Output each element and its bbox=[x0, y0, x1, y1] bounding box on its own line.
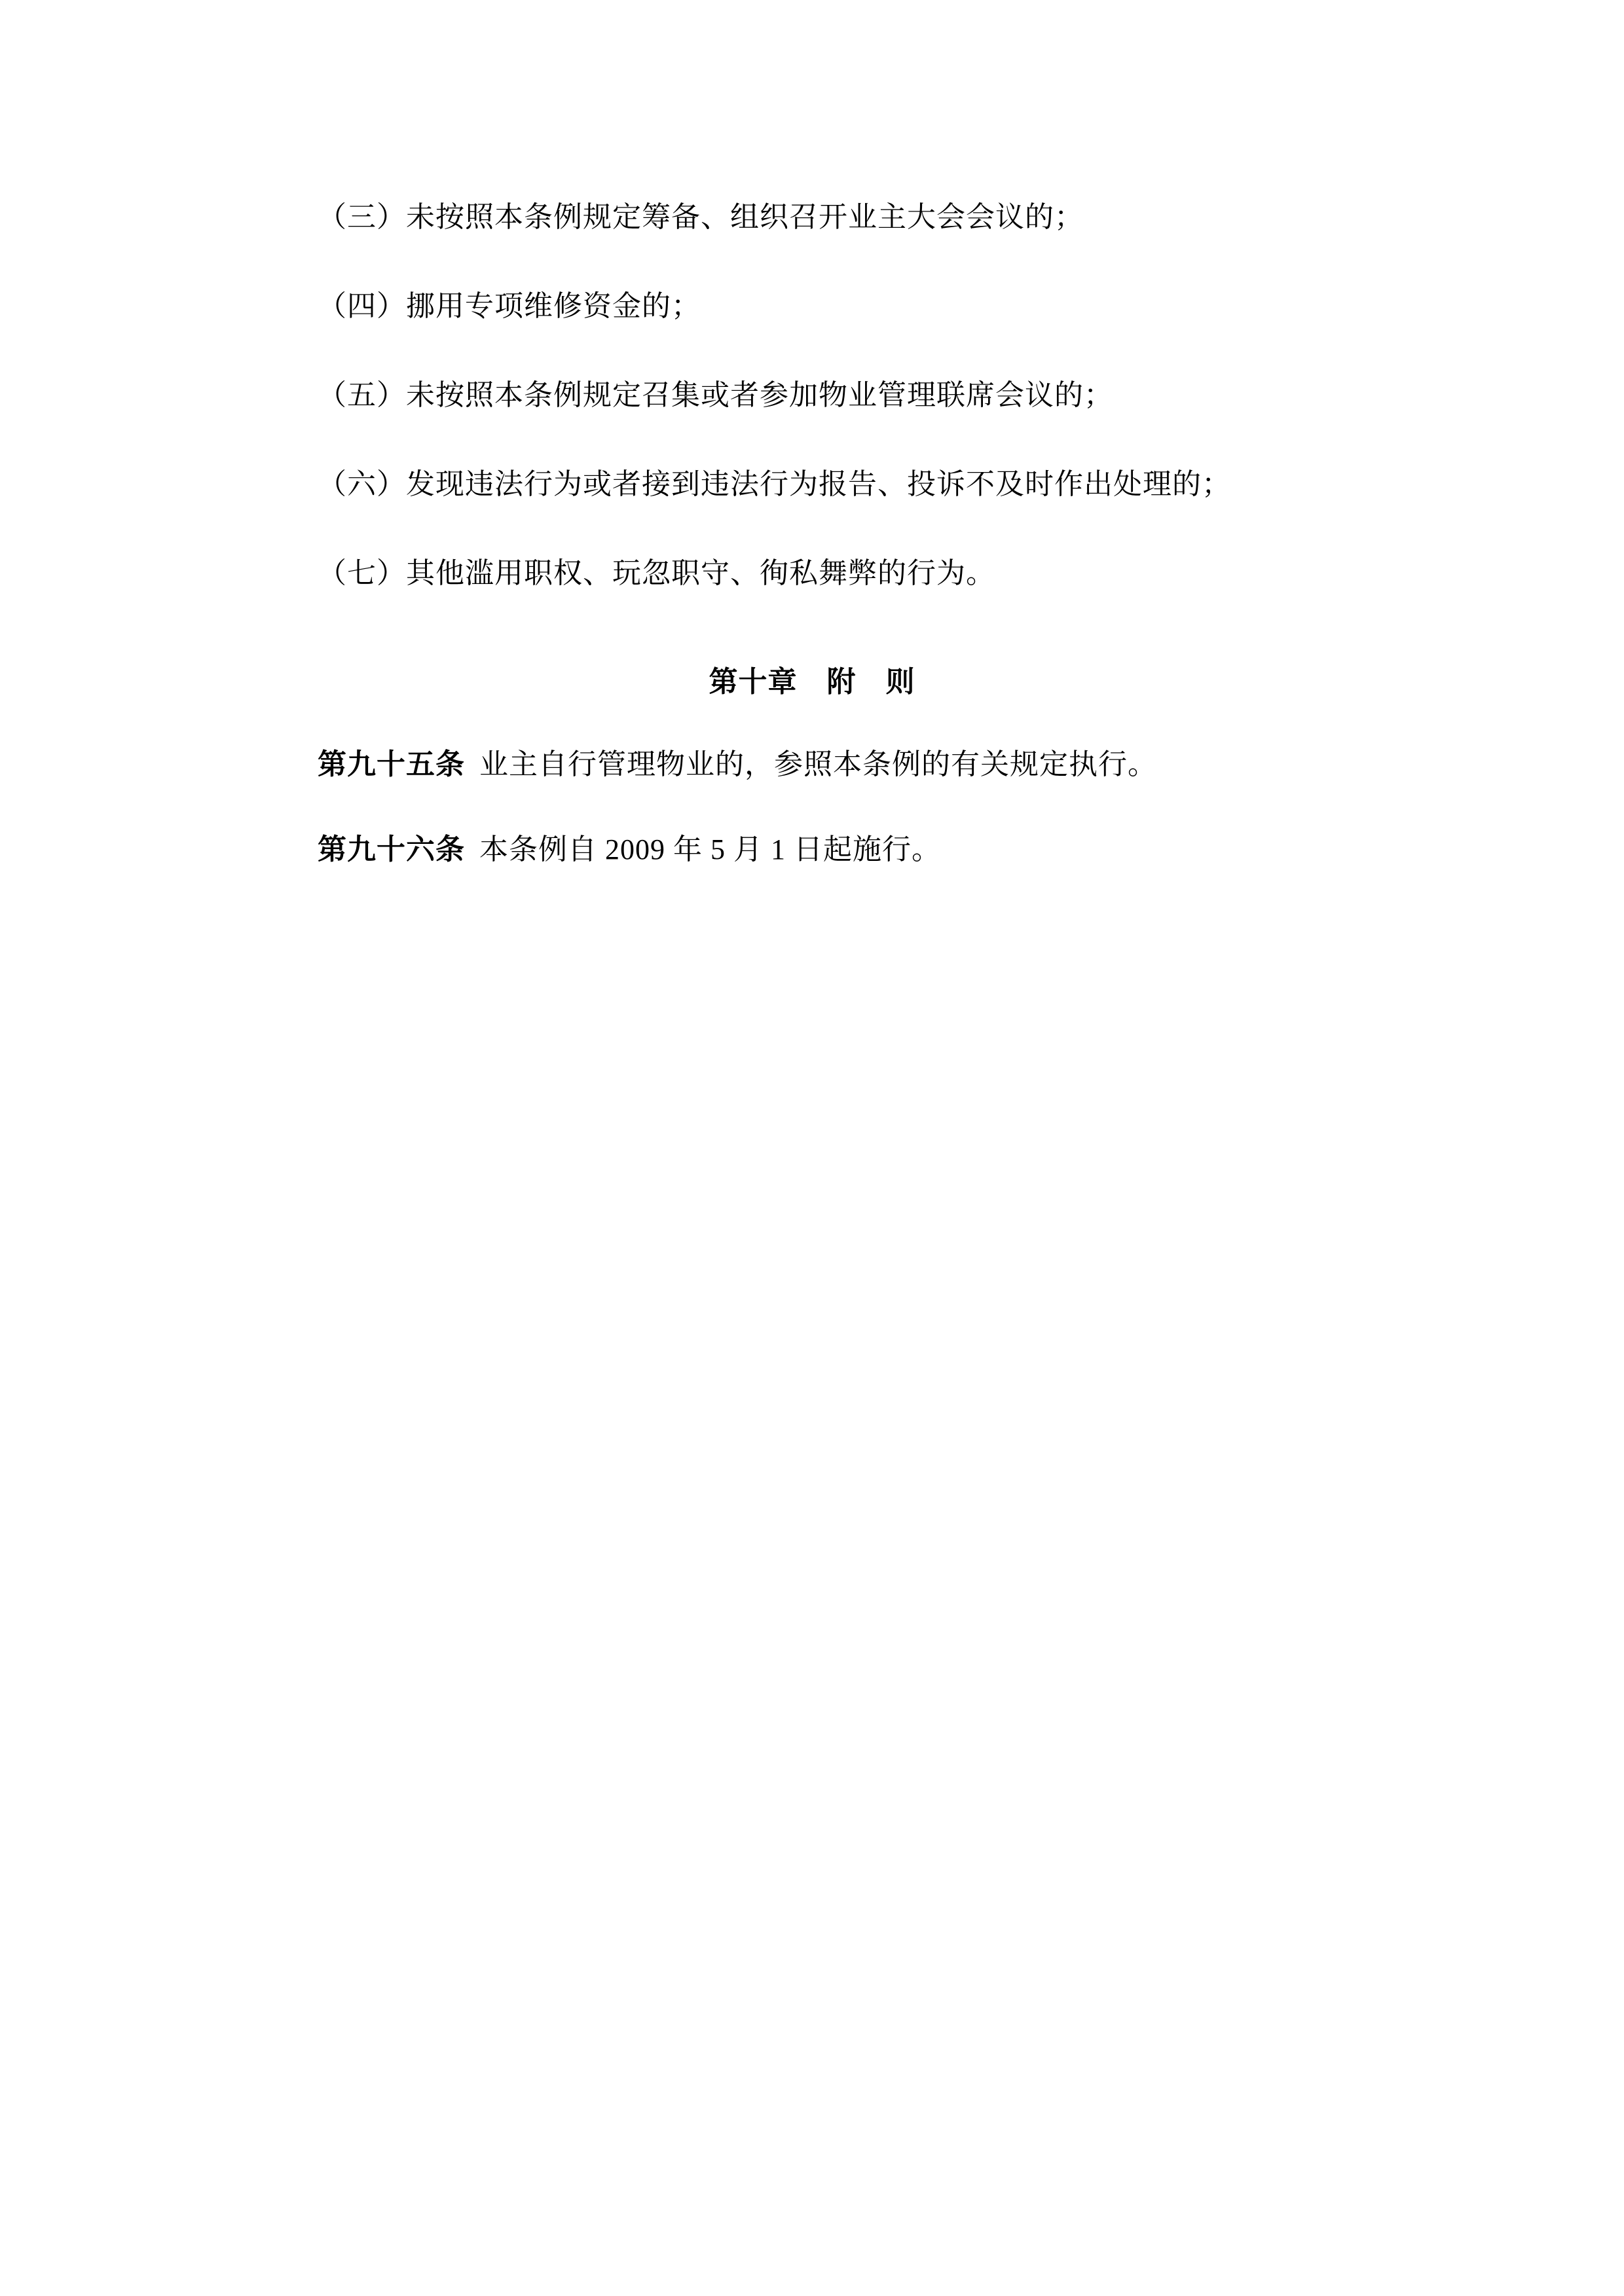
list-item: （七）其他滥用职权、玩忽职守、徇私舞弊的行为。 bbox=[318, 557, 995, 589]
article-number: 第九十六条 bbox=[318, 833, 465, 866]
article-text: 业主自行管理物业的，参照本条例的有关规定执行。 bbox=[479, 748, 1157, 780]
list-item: （三）未按照本条例规定筹备、组织召开业主大会会议的； bbox=[318, 201, 1084, 233]
list-item: （四）挪用专项维修资金的； bbox=[318, 290, 701, 322]
list-item: （五）未按照本条例规定召集或者参加物业管理联席会议的； bbox=[318, 379, 1113, 411]
article-paragraph bbox=[318, 749, 1306, 780]
document-body bbox=[318, 202, 1306, 919]
chapter-heading: 第十章 附 则 bbox=[709, 666, 915, 698]
article-text: 本条例自 2009 年 5 月 1 日起施行。 bbox=[479, 833, 941, 866]
article-paragraph bbox=[318, 834, 1306, 866]
article-number: 第九十五条 bbox=[318, 748, 465, 780]
list-item: （六）发现违法行为或者接到违法行为报告、投诉不及时作出处理的； bbox=[318, 468, 1231, 500]
